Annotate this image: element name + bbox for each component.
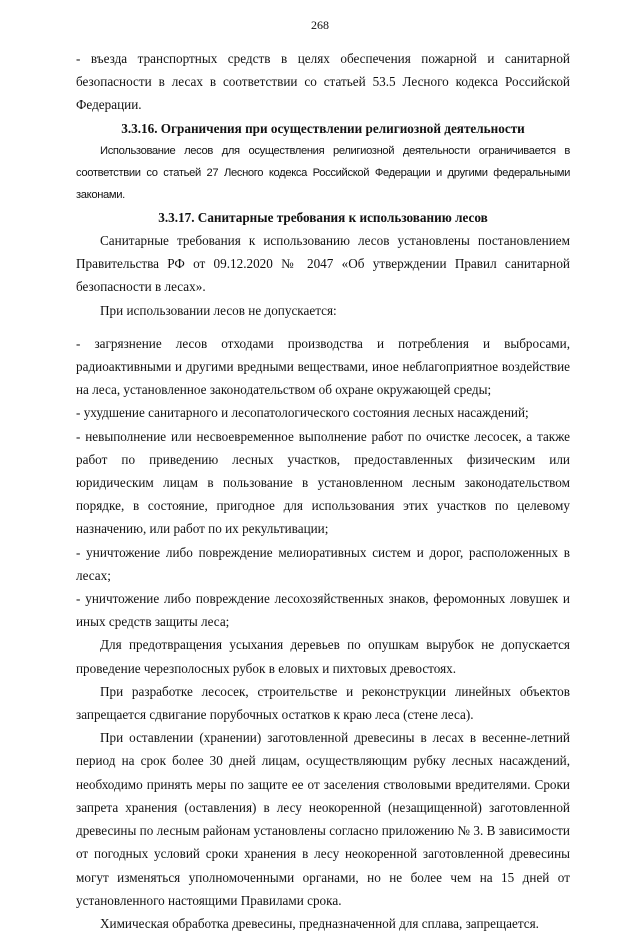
document-body bbox=[76, 47, 570, 935]
page-number: 268 bbox=[311, 18, 329, 32]
list-item-forest-signs-damage: - уничтожение либо повреждение лесохозяйственных знаков, феромонных ловушек и иных средств защиты леса; bbox=[76, 591, 570, 630]
paragraph-not-allowed-intro: При использовании лесов не допускается: bbox=[100, 302, 337, 318]
paragraph-chemical-treatment: Химическая обработка древесины, предназначенной для сплава, запрещается. bbox=[100, 915, 539, 931]
section-heading-3-3-17: 3.3.17. Санитарные требования к использованию лесов bbox=[158, 209, 488, 225]
paragraph-sanitary-requirements: Санитарные требования к использованию лесов установлены постановлением Правительства РФ от 09.12.2020 № 2047 «Об утверждении Правил санитарной безопасности в лесах». bbox=[76, 233, 570, 295]
list-item-sanitary-degradation: - ухудшение санитарного и лесопатологического состояния лесных насаждений; bbox=[76, 405, 529, 421]
paragraph-religious-activity: Использование лесов для осуществления религиозной деятельности ограничивается в соответствии со статьей 27 Лесного кодекса Российской Федерации и другими федеральными законами. bbox=[76, 144, 570, 201]
paragraph-strip-cutting: Для предотвращения усыхания деревьев по опушкам вырубок не допускается проведение черезполосных рубок в еловых и пихтовых древостоях. bbox=[76, 637, 570, 676]
paragraph-vehicle-entry: - въезда транспортных средств в целях обеспечения пожарной и санитарной безопасности в лесах в соответствии со статьей 53.5 Лесного кодекса Российской Федерации. bbox=[76, 51, 570, 113]
paragraph-logging-residues: При разработке лесосек, строительстве и реконструкции линейных объектов запрещается сдвигание порубочных остатков к краю леса (стене леса). bbox=[76, 683, 570, 723]
list-item-pollution: - загрязнение лесов отходами производства и потребления и выбросами, радиоактивными и другими вредными веществами, иное неблагоприятное воздействие на леса, установленное законодательством об охране окружающей среды; bbox=[76, 335, 570, 398]
list-item-clearing-works: - невыполнение или несвоевременное выполнение работ по очистке лесосек, а также работ по приведению лесных участков, предоставленных физическим или юридическим лицам в пользование в установленном лесным законодательством порядке, в состояние, пригодное для использования этих участков по целевому назначению, или работ по их рекультивации; bbox=[76, 428, 570, 537]
section-heading-3-3-16: 3.3.16. Ограничения при осуществлении религиозной деятельности bbox=[121, 120, 525, 136]
list-item-melioration-damage: - уничтожение либо повреждение мелиоративных систем и дорог, расположенных в лесах; bbox=[76, 544, 570, 583]
spacer bbox=[76, 322, 570, 332]
paragraph-wood-storage: При оставлении (хранении) заготовленной древесины в лесах в весенне-летний период на срок более 30 дней лицам, осуществляющим рубку лесных насаждений, необходимо принять меры по защите ее от заселения стволовыми вредителями. Сроки запрета хранения (оставления) в лесу неокоренной (незащищенной) заготовленной древесины по лесным районам установлены согласно приложению № 3. В зависимости от погодных условий сроки хранения в лесу неокоренной заготовленной древесины могут изменяться уполномоченными органами, но не более чем на 15 дней от установленного настоящими Правилами срока. bbox=[76, 730, 570, 908]
